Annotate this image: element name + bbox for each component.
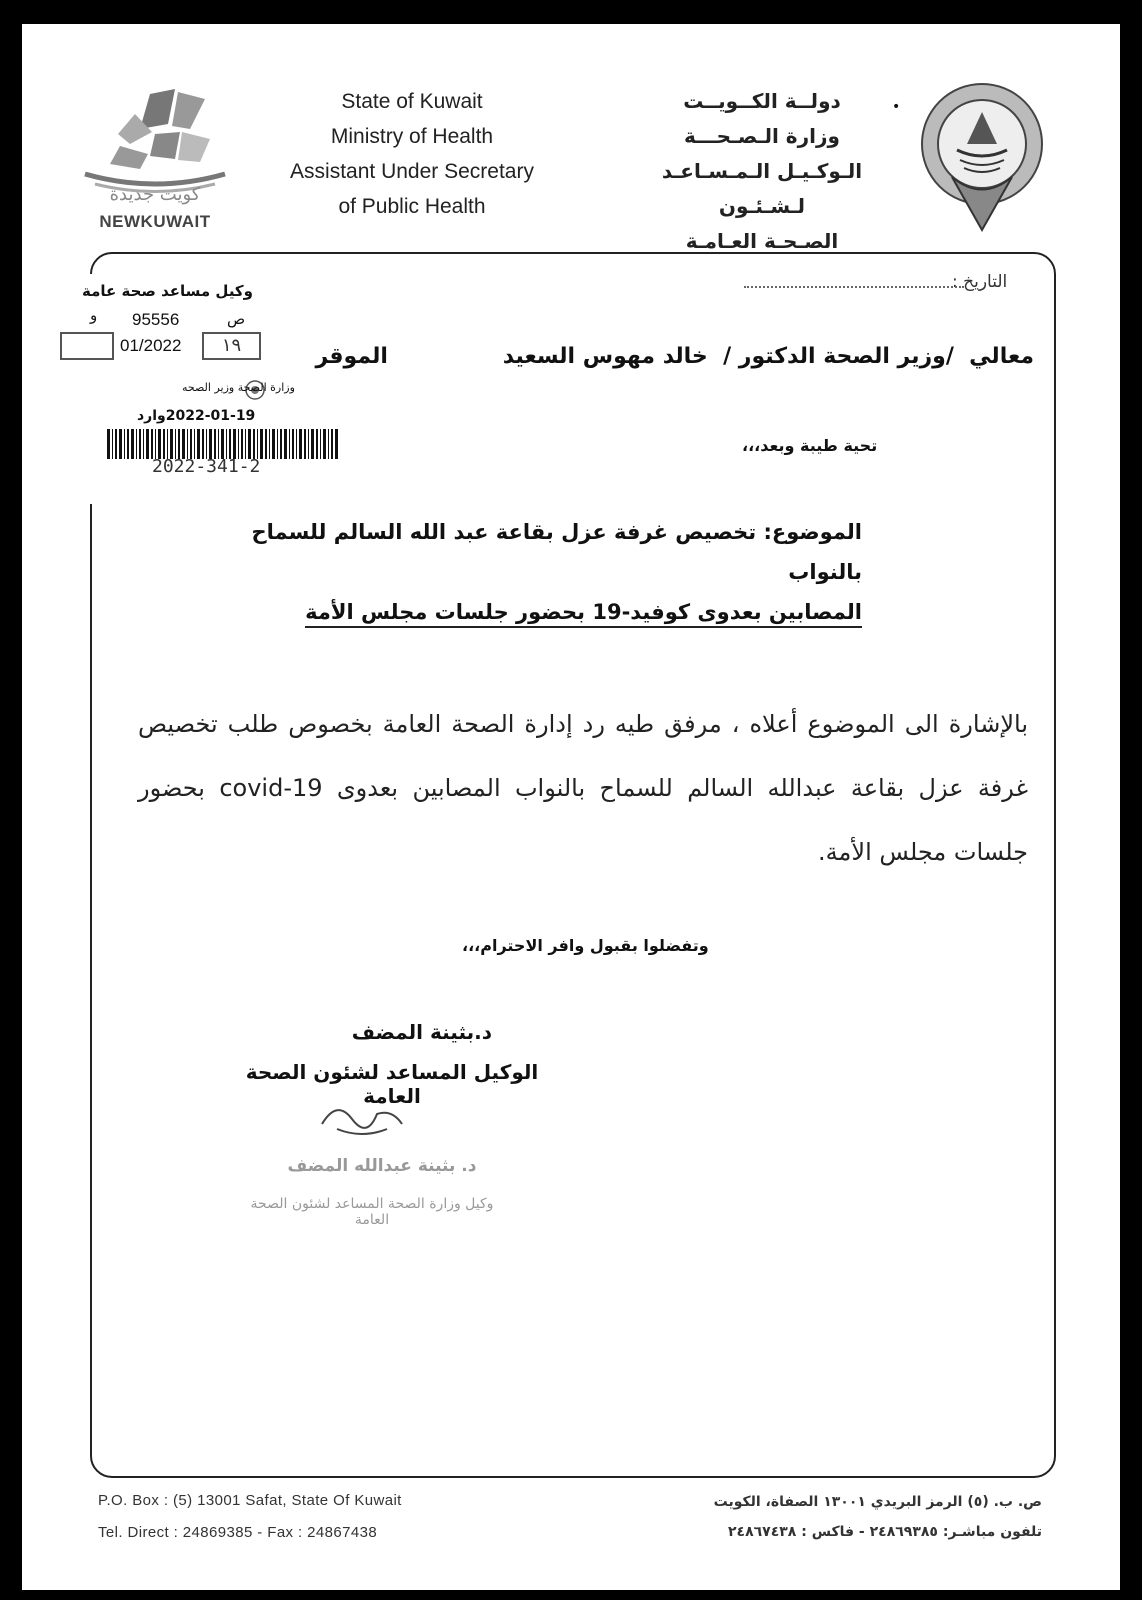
header-line-assistant: Assistant Under Secretary	[290, 160, 534, 183]
closing: وتفضلوا بقبول وافر الاحترام،،،	[462, 936, 709, 955]
new-kuwait-logo	[80, 84, 230, 194]
stamp-box-empty	[60, 332, 114, 360]
signatory-title: الوكيل المساعد لشئون الصحة العامة	[245, 1060, 539, 1108]
arabic-header	[632, 84, 892, 259]
signatory-stamp-name: د. بثينة عبدالله المضف	[287, 1156, 477, 1176]
header-ar-line-state: دولــة الكــويــت	[683, 89, 841, 113]
subject-line-2: المصابين بعدوى كوفيد-19 بحضور جلسات مجلس الأمة	[305, 600, 862, 628]
stamp-s-letter: ص	[227, 310, 246, 328]
new-kuwait-logo-arabic: كويت جديدة	[109, 184, 201, 205]
footer-phone-en: Tel. Direct : 24869385 - Fax : 24867438	[98, 1524, 378, 1541]
subject-line-1: الموضوع: تخصيص غرفة عزل بقاعة عبد الله السالم للسماح بالنواب	[251, 520, 862, 584]
barcode	[107, 429, 339, 459]
stamp-title: وكيل مساعد صحة عامة	[82, 282, 253, 300]
addressee: معالي /وزير الصحة الدكتور / خالد مهوس السعيد الموقر	[315, 344, 1034, 369]
header-dot: •	[892, 99, 901, 115]
header-line-public-health: of Public Health	[338, 195, 486, 218]
signatory-stamp-title: وكيل وزارة الصحة المساعد لشئون الصحة العامة	[250, 1196, 494, 1228]
incoming-date: 2022-01-19وارد	[137, 408, 256, 424]
kuwait-emblem-icon	[912, 82, 1052, 232]
subject	[242, 512, 862, 632]
footer-address-ar: ص. ب. (٥) الرمز البريدي ١٣٠٠١ الصفاة، الكويت	[713, 1494, 1042, 1510]
greeting: تحية طيبة وبعد،،،	[742, 436, 878, 455]
handwritten-signature	[317, 1094, 407, 1144]
header-line-ministry: Ministry of Health	[330, 125, 494, 148]
english-header	[272, 84, 552, 224]
date-label: التاريخ :	[952, 272, 1008, 292]
header-ar-line-assistant: الـوكـيـل الـمـسـاعـد لـشـئـون	[661, 159, 863, 218]
stamp-date: 01/2022	[120, 336, 182, 355]
signatory-name: د.بثينة المضف	[351, 1020, 492, 1044]
barcode-number: 2022-341-2	[152, 456, 261, 477]
new-kuwait-logo-english: NEWKUWAIT	[99, 212, 211, 231]
letter-body: بالإشارة الى الموضوع أعلاه ، مرفق طيه رد إدارة الصحة العامة بخصوص طلب تخصيص غرفة عزل بقاعة عبدالله السالم للسماح بالنواب المصابين بعدوى covid-19 بحضور جلسات مجلس الأمة.	[138, 710, 1028, 866]
stamp-number: 95556	[132, 310, 180, 329]
stamp-box-value: ١٩	[202, 332, 261, 360]
footer-phone-ar: تلفون مباشـر: ٢٤٨٦٩٣٨٥ - فاكس : ٢٤٨٦٧٤٣٨	[727, 1524, 1042, 1540]
letter-page	[22, 24, 1120, 1590]
header-ar-line-ministry: وزارة الـصـحـــة	[684, 124, 840, 148]
stamp-w-letter: و	[90, 306, 98, 324]
footer-address-en: P.O. Box : (5) 13001 Safat, State Of Kuwait	[98, 1492, 402, 1509]
date-dotted-line	[744, 286, 964, 288]
ministry-stamp-label: وزارة الصحة وزير الصحه	[182, 381, 295, 394]
header-ar-line-public-health: الصـحـة العـامـة	[685, 229, 839, 253]
header-line-state: State of Kuwait	[341, 90, 483, 113]
